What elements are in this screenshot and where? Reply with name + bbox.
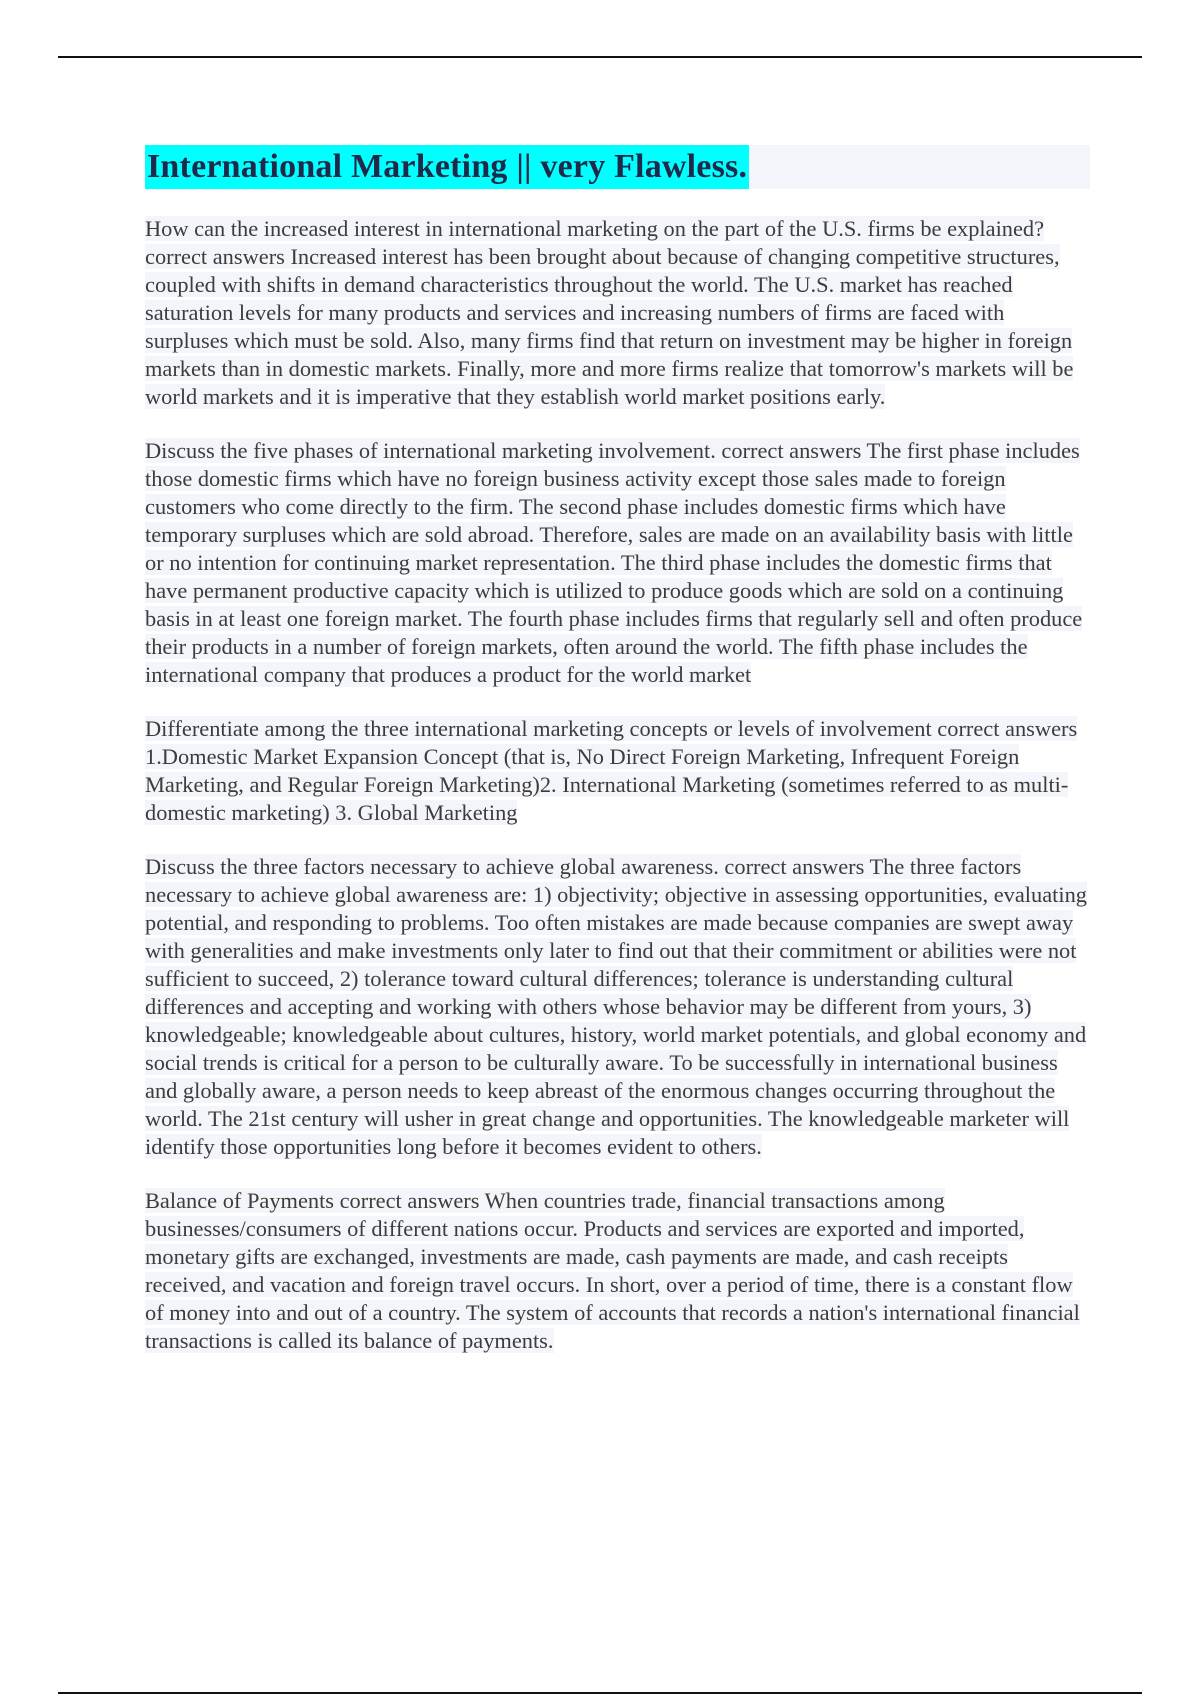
document-body xyxy=(145,145,1090,1381)
qa-entry xyxy=(145,715,1090,827)
qa-text: Differentiate among the three international marketing concepts or levels of involvement correct answers 1.Domestic Market Expansion Concept (that is, No Direct Foreign Marketing, Infrequent Foreign Marketing, and Regular Foreign Marketing)2. International Marketing (sometimes referred to as multi-domestic marketing) 3. Global Marketing xyxy=(145,716,1078,825)
top-rule xyxy=(58,56,1142,58)
document-title: International Marketing || very Flawless. xyxy=(145,145,749,189)
title-banner xyxy=(145,145,1090,189)
qa-text: Discuss the three factors necessary to achieve global awareness. correct answers The three factors necessary to achieve global awareness are: 1) objectivity; objective in assessing opportunities, evaluating potential, and responding to problems. Too often mistakes are made because companies are swept away with generalities and make investments only later to find out that their commitment or abilities were not sufficient to succeed, 2) tolerance toward cultural differences; tolerance is understanding cultural differences and accepting and working with others whose behavior may be different from yours, 3) knowledgeable; knowledgeable about cultures, history, world market potentials, and global economy and social trends is critical for a person to be culturally aware. To be successfully in international business and globally aware, a person needs to keep abreast of the enormous changes occurring throughout the world. The 21st century will usher in great change and opportunities. The knowledgeable marketer will identify those opportunities long before it becomes evident to others. xyxy=(145,854,1087,1159)
qa-text: Discuss the five phases of international marketing involvement. correct answers The first phase includes those domestic firms which have no foreign business activity except those sales made to foreign customers who come directly to the firm. The second phase includes domestic firms which have temporary surpluses which are sold abroad. Therefore, sales are made on an availability basis with little or no intention for continuing market representation. The third phase includes the domestic firms that have permanent productive capacity which is utilized to produce goods which are sold on a continuing basis in at least one foreign market. The fourth phase includes firms that regularly sell and often produce their products in a number of foreign markets, often around the world. The fifth phase includes the international company that produces a product for the world market xyxy=(145,438,1083,687)
qa-entry xyxy=(145,437,1090,689)
bottom-rule xyxy=(58,1692,1142,1694)
qa-text: Balance of Payments correct answers When countries trade, financial transactions among businesses/consumers of different nations occur. Products and services are exported and imported, monetary gifts are exchanged, investments are made, cash payments are made, and cash receipts received, and vacation and foreign travel occurs. In short, over a period of time, there is a constant flow of money into and out of a country. The system of accounts that records a nation's international financial transactions is called its balance of payments. xyxy=(145,1188,1080,1353)
qa-text: How can the increased interest in international marketing on the part of the U.S. firms be explained? correct answers Increased interest has been brought about because of changing competitive structures, coupled with shifts in demand characteristics throughout the world. The U.S. market has reached saturation levels for many products and services and increasing numbers of firms are faced with surpluses which must be sold. Also, many firms find that return on investment may be higher in foreign markets than in domestic markets. Finally, more and more firms realize that tomorrow's markets will be world markets and it is imperative that they establish world market positions early. xyxy=(145,216,1074,409)
qa-entry xyxy=(145,1187,1090,1355)
qa-entry xyxy=(145,853,1090,1161)
qa-entry xyxy=(145,215,1090,411)
